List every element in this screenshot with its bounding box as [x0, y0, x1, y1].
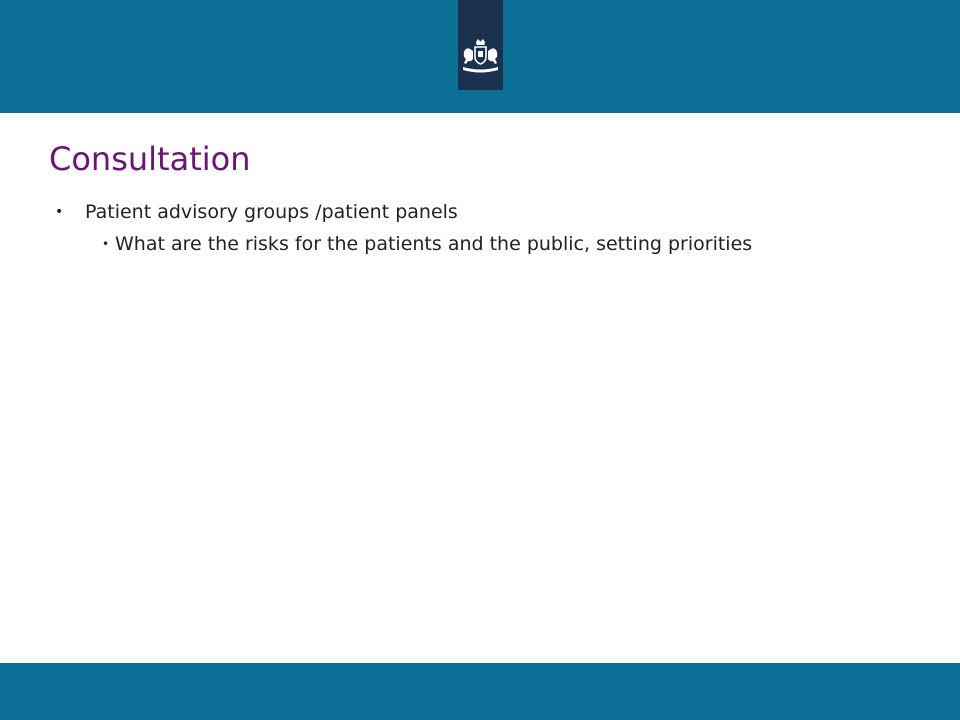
bullet-dot-icon: • [102, 237, 110, 251]
sub-bullet-list [85, 230, 849, 258]
bullet-item [49, 198, 849, 258]
footer-band [0, 663, 960, 720]
coat-of-arms-icon [460, 38, 501, 78]
sub-bullet-item [85, 230, 815, 258]
slide-title: Consultation [49, 140, 251, 178]
sub-bullet-text: What are the risks for the patients and the public, setting priorities [115, 233, 753, 255]
bullet-dot-icon: • [55, 204, 64, 220]
logo-block [458, 0, 503, 90]
bullet-text: Patient advisory groups /patient panels [85, 201, 458, 223]
bullet-list [49, 198, 849, 258]
